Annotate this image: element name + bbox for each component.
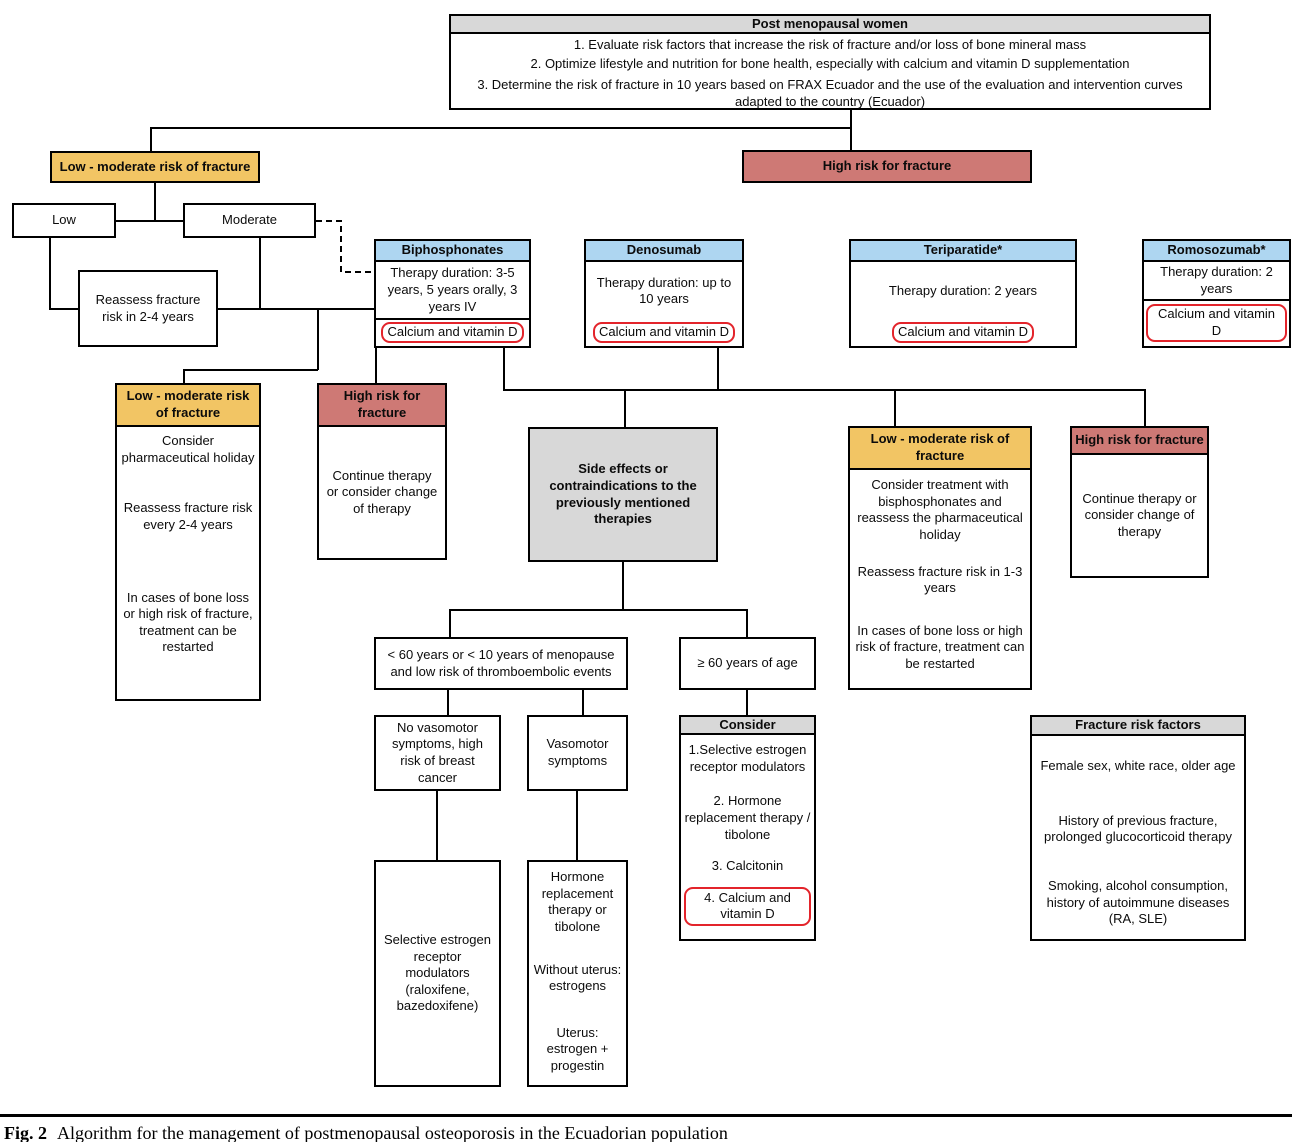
figure-caption-text: Algorithm for the management of postmenopausal osteoporosis in the Ecuadorian population [57, 1123, 728, 1142]
outcome-paragraph: Consider pharmaceutical holiday [121, 433, 255, 465]
hrt-paragraph: Hormone replacement therapy or tibolone [541, 869, 614, 934]
romosozumab-supplement [1144, 299, 1289, 346]
top-box-item-3: 3. Determine the risk of fracture in 10 years based on FRAX Ecuador and the use of the evaluation and intervention curves adapted to the country (Ecuador) [477, 77, 1183, 109]
high-risk-branch-box: High risk for fracture [742, 150, 1032, 183]
top-box-item-2: 2. Optimize lifestyle and nutrition for bone health, especially with calcium and vitamin D supplementation [530, 55, 1130, 71]
caption-divider [0, 1114, 1292, 1117]
figure-caption [4, 1123, 1284, 1142]
calcium-vitamin-d-highlight: Calcium and vitamin D [1146, 304, 1287, 341]
anabolic-high-risk-outcome-body: Continue therapy or consider change of therapy [1082, 490, 1197, 539]
over-60-branch-box: ≥ 60 years of age [679, 637, 816, 690]
post-menopausal-women-box [449, 14, 1211, 110]
biphosphonate-low-moderate-outcome-box [115, 383, 261, 701]
dashed-moderate-to-biphosphonates-line [316, 221, 374, 272]
hrt-box [527, 860, 628, 1087]
low-risk-box: Low [12, 203, 116, 238]
teriparatide-duration: Therapy duration: 2 years [888, 282, 1038, 298]
outcome-paragraph: Reassess fracture risk in 1-3 years [857, 563, 1023, 596]
outcome-paragraph: Reassess fracture risk every 2-4 years [123, 500, 253, 532]
romosozumab-box [1142, 239, 1291, 348]
vasomotor-symptoms-box: Vasomotor symptoms [527, 715, 628, 791]
risk-factor-paragraph: Smoking, alcohol consumption, history of autoimmune diseases (RA, SLE) [1046, 877, 1230, 927]
under-60-branch-box: < 60 years or < 10 years of menopause and low risk of thromboembolic events [374, 637, 628, 690]
denosumab-header: Denosumab [586, 241, 742, 262]
outcome-paragraph: In cases of bone loss or high risk of fracture, treatment can be restarted [123, 589, 253, 655]
serm-box: Selective estrogen receptor modulators (raloxifene, bazedoxifene) [374, 860, 501, 1087]
calcium-vitamin-d-highlight: 4. Calcium and vitamin D [684, 887, 811, 926]
hrt-paragraph: Without uterus: estrogens [533, 961, 622, 994]
calcium-vitamin-d-highlight: Calcium and vitamin D [593, 322, 735, 343]
consider-title: Consider [681, 717, 814, 735]
teriparatide-supplement [851, 320, 1075, 346]
denosumab-box [584, 239, 744, 348]
biphosphonate-high-risk-outcome-title: High risk for fracture [319, 385, 445, 427]
side-effects-box: Side effects or contraindications to the previously mentioned therapies [528, 427, 718, 562]
fracture-risk-factors-title: Fracture risk factors [1032, 717, 1244, 736]
anabolic-high-risk-outcome-title: High risk for fracture [1072, 428, 1207, 455]
anabolic-low-moderate-outcome-title: Low - moderate risk of fracture [850, 428, 1030, 470]
outcome-paragraph: Consider treatment with bisphosphonates and reassess the pharmaceutical holiday [857, 477, 1023, 542]
biphosphonate-low-moderate-outcome-title: Low - moderate risk of fracture [117, 385, 259, 427]
consider-item: 1.Selective estrogen receptor modulators [688, 742, 807, 774]
outcome-paragraph: In cases of bone loss or high risk of fracture, treatment can be restarted [855, 622, 1025, 671]
reassess-2-4-years-box: Reassess fracture risk in 2-4 years [78, 270, 218, 347]
hrt-paragraph: Uterus: estrogen + progestin [546, 1024, 609, 1073]
teriparatide-box [849, 239, 1077, 348]
biphosphonates-supplement [376, 318, 529, 346]
denosumab-duration: Therapy duration: up to 10 years [596, 274, 732, 307]
biphosphonates-box [374, 239, 531, 348]
anabolic-high-risk-outcome-box [1070, 426, 1209, 578]
no-vasomotor-symptoms-box: No vasomotor symptoms, high risk of breast cancer [374, 715, 501, 791]
biphosphonates-duration: Therapy duration: 3-5 years, 5 years orally, 3 years IV [387, 265, 518, 314]
figure-caption-label: Fig. 2 [4, 1123, 47, 1142]
denosumab-supplement [586, 320, 742, 346]
biphosphonate-high-risk-outcome-box [317, 383, 447, 560]
post-menopausal-women-title: Post menopausal women [451, 16, 1209, 34]
top-box-item-1: 1. Evaluate risk factors that increase the risk of fracture and/or loss of bone mineral mass [573, 37, 1087, 52]
consider-item: 3. Calcitonin [711, 858, 784, 874]
risk-factor-paragraph: History of previous fracture, prolonged glucocorticoid therapy [1044, 812, 1232, 845]
consider-item: 2. Hormone replacement therapy / tibolone [684, 793, 811, 842]
biphosphonates-header: Biphosphonates [376, 241, 529, 262]
consider-item-highlighted [684, 887, 811, 926]
consider-box [679, 715, 816, 941]
anabolic-low-moderate-outcome-box [848, 426, 1032, 690]
romosozumab-duration: Therapy duration: 2 years [1160, 263, 1273, 296]
biphosphonate-high-risk-outcome-body: Continue therapy or consider change of therapy [326, 467, 438, 516]
moderate-risk-box: Moderate [183, 203, 316, 238]
risk-factor-paragraph: Female sex, white race, older age [1040, 758, 1236, 773]
teriparatide-header: Teriparatide* [851, 241, 1075, 262]
calcium-vitamin-d-highlight: Calcium and vitamin D [381, 322, 523, 343]
low-moderate-risk-branch-box: Low - moderate risk of fracture [50, 151, 260, 183]
calcium-vitamin-d-highlight: Calcium and vitamin D [892, 322, 1034, 343]
romosozumab-header: Romosozumab* [1144, 241, 1289, 262]
fracture-risk-factors-box [1030, 715, 1246, 941]
